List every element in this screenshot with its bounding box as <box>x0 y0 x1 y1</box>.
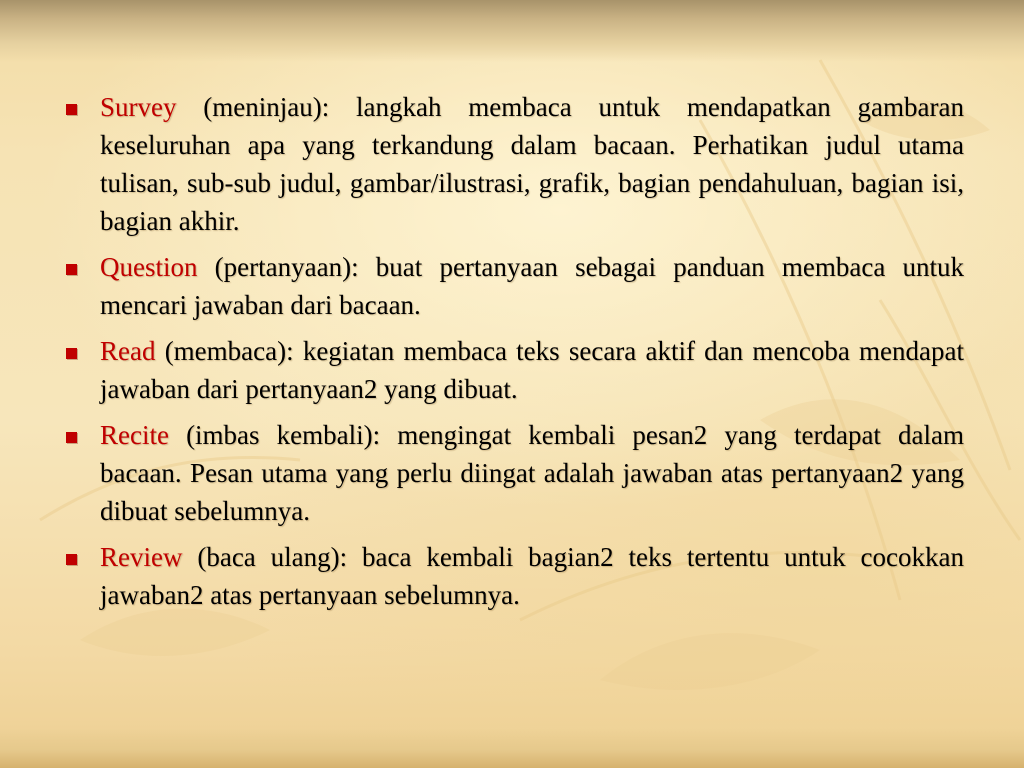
description-recite: (imbas kembali): mengingat kembali pesan2 yang terdapat dalam bacaan. Pesan utama yang perlu diingat adalah jawaban atas pertanyaan2 yang dibuat sebelumnya. <box>100 420 964 526</box>
square-bullet-icon <box>66 348 77 359</box>
square-bullet-icon <box>66 104 77 115</box>
square-bullet-icon <box>66 264 77 275</box>
slide-content <box>60 88 964 622</box>
bullet-item-review <box>60 538 964 614</box>
bullet-item-question <box>60 248 964 324</box>
term-recite: Recite <box>100 420 169 450</box>
square-bullet-icon <box>66 554 77 565</box>
term-review: Review <box>100 542 183 572</box>
bullet-item-read <box>60 332 964 408</box>
term-survey: Survey <box>100 92 177 122</box>
bullet-list <box>60 88 964 614</box>
description-read: (membaca): kegiatan membaca teks secara aktif dan mencoba mendapat jawaban dari pertanyaan2 yang dibuat. <box>100 336 964 404</box>
bullet-item-survey <box>60 88 964 240</box>
term-read: Read <box>100 336 156 366</box>
description-survey: (meninjau): langkah membaca untuk mendapatkan gambaran keseluruhan apa yang terkandung dalam bacaan. Perhatikan judul utama tulisan, sub-sub judul, gambar/ilustrasi, grafik, bagian pendahuluan, bagian isi, bagian akhir. <box>100 92 964 236</box>
square-bullet-icon <box>66 432 77 443</box>
bullet-item-recite <box>60 416 964 530</box>
bottom-gradient-band <box>0 728 1024 768</box>
description-question: (pertanyaan): buat pertanyaan sebagai panduan membaca untuk mencari jawaban dari bacaan. <box>100 252 964 320</box>
term-question: Question <box>100 252 198 282</box>
description-review: (baca ulang): baca kembali bagian2 teks tertentu untuk cocokkan jawaban2 atas pertanyaan sebelumnya. <box>100 542 964 610</box>
